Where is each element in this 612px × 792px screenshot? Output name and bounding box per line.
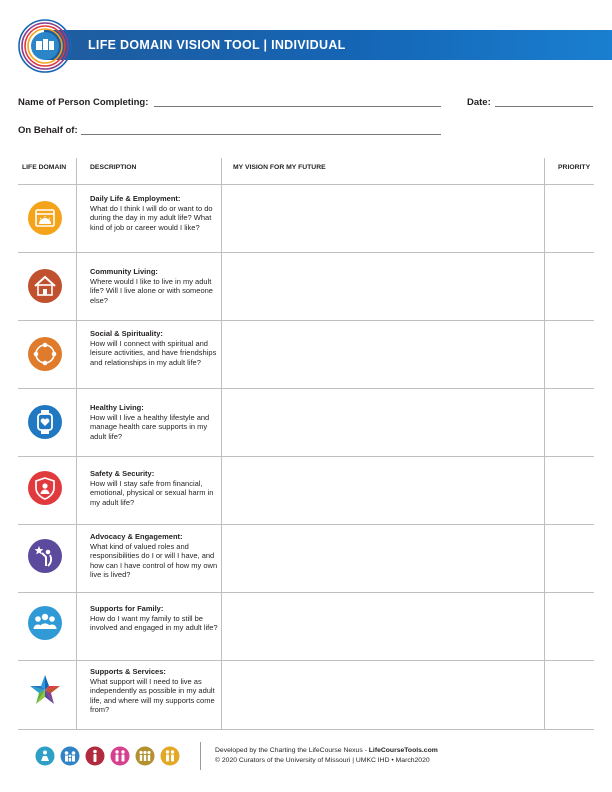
- adult-icon: [85, 746, 105, 766]
- vision-cell-family[interactable]: [222, 593, 543, 659]
- row-question: What do I think I will do or want to do during the day in my adult life? What kind of job or career would I like?: [90, 203, 213, 232]
- footer-credit: [215, 746, 438, 755]
- multicolor-star-icon: [27, 672, 63, 708]
- behalf-label: On Behalf of:: [18, 125, 78, 136]
- vision-cell-daily-life[interactable]: [222, 185, 543, 251]
- charting-lifecourse-logo-icon: [18, 19, 72, 73]
- heart-watch-icon: [27, 404, 63, 440]
- shield-person-icon: [27, 470, 63, 506]
- col-head-domain: LIFE DOMAIN: [22, 164, 67, 171]
- house-icon: [27, 268, 63, 304]
- row-healthy-living: [90, 403, 218, 441]
- row-question: How will I live a healthy lifestyle and manage health care supports in my adult life?: [90, 412, 210, 441]
- row-question: How will I connect with spiritual and leisure activities, and have friendships and relationships in my adult life?: [90, 338, 217, 367]
- priority-cell-advocacy[interactable]: [545, 525, 594, 591]
- col-divider-1: [76, 158, 77, 730]
- row-title: Supports & Services:: [90, 667, 166, 676]
- row-title: Advocacy & Engagement:: [90, 532, 183, 541]
- social-circle-icon: [27, 336, 63, 372]
- row-question: How will I stay safe from financial, emotional, physical or sexual harm in my adult life?: [90, 478, 214, 507]
- vision-cell-social[interactable]: [222, 321, 543, 387]
- priority-cell-services[interactable]: [545, 661, 594, 728]
- priority-cell-family[interactable]: [545, 593, 594, 659]
- priority-cell-healthy-living[interactable]: [545, 389, 594, 455]
- row-title: Healthy Living:: [90, 403, 144, 412]
- vision-cell-services[interactable]: [222, 661, 543, 728]
- vision-cell-advocacy[interactable]: [222, 525, 543, 591]
- row-question: What support will I need to live as independently as possible in my adult life, and where will my supports come from?: [90, 676, 215, 715]
- priority-cell-social[interactable]: [545, 321, 594, 387]
- row-title: Supports for Family:: [90, 604, 164, 613]
- col-head-priority: PRIORITY: [558, 164, 591, 171]
- col-head-vision: MY VISION FOR MY FUTURE: [233, 164, 326, 171]
- row-safety-security: [90, 469, 218, 507]
- row-daily-life: [90, 194, 218, 232]
- priority-cell-daily-life[interactable]: [545, 185, 594, 251]
- date-label: Date:: [467, 97, 491, 108]
- footer-divider: [200, 742, 201, 770]
- row-supports-family: [90, 604, 218, 633]
- lifecourse-tools-link[interactable]: LifeCourseTools.com: [368, 747, 438, 754]
- vision-cell-healthy-living[interactable]: [222, 389, 543, 455]
- elder-couple-icon: [160, 746, 180, 766]
- row-question: How do I want my family to still be involved and engaged in my adult life?: [90, 613, 218, 633]
- vision-cell-community-living[interactable]: [222, 253, 543, 319]
- row-social-spirituality: [90, 329, 218, 367]
- col-head-description: DESCRIPTION: [90, 164, 137, 171]
- sunrise-calendar-icon: [27, 200, 63, 236]
- row-question: Where would I like to live in my adult life? Will I live alone or with someone else?: [90, 276, 213, 305]
- page-title: LIFE DOMAIN VISION TOOL | INDIVIDUAL: [88, 38, 346, 52]
- row-title: Community Living:: [90, 267, 158, 276]
- footer-copyright: © 2020 Curators of the University of Missouri | UMKC IHD • March2020: [215, 757, 430, 764]
- child-icon: [35, 746, 55, 766]
- row-supports-services: [90, 667, 218, 715]
- table-bottom: [18, 729, 594, 730]
- row-advocacy-engagement: [90, 532, 218, 580]
- row-title: Social & Spirituality:: [90, 329, 163, 338]
- behalf-field[interactable]: [81, 134, 441, 135]
- family-group-icon: [27, 605, 63, 641]
- vision-cell-safety[interactable]: [222, 457, 543, 523]
- priority-cell-community-living[interactable]: [545, 253, 594, 319]
- elder-group-icon: [135, 746, 155, 766]
- row-community-living: [90, 267, 218, 305]
- name-label: Name of Person Completing:: [18, 97, 149, 108]
- name-field[interactable]: [154, 106, 441, 107]
- row-question: What kind of valued roles and responsibilities do I or will I have, and how can I have control of how my own live is lived?: [90, 541, 218, 580]
- row-title: Daily Life & Employment:: [90, 194, 181, 203]
- family-icon: [60, 746, 80, 766]
- row-title: Safety & Security:: [90, 469, 155, 478]
- priority-cell-safety[interactable]: [545, 457, 594, 523]
- couple-icon: [110, 746, 130, 766]
- date-field[interactable]: [495, 106, 593, 107]
- star-reach-icon: [27, 538, 63, 574]
- footer-credit-text: Developed by the Charting the LifeCourse Nexus -: [215, 747, 369, 754]
